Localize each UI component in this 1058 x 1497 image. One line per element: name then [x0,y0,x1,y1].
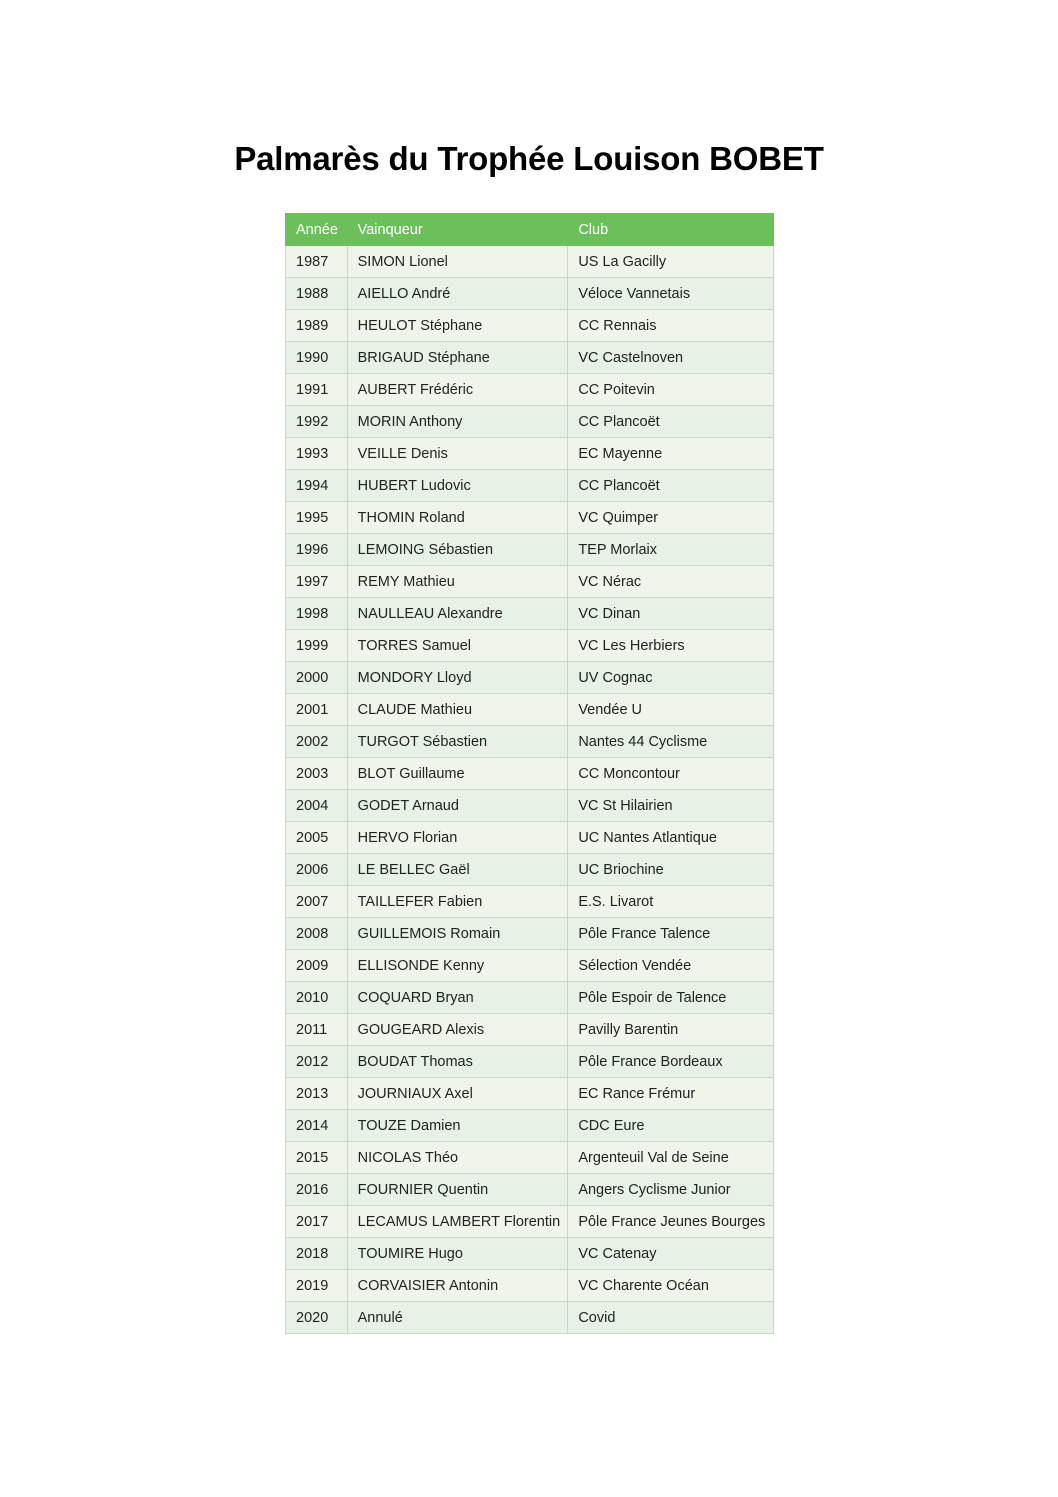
cell-year: 2001 [286,694,348,726]
cell-year: 2004 [286,790,348,822]
cell-year: 2005 [286,822,348,854]
cell-winner: SIMON Lionel [347,246,568,278]
cell-winner: COQUARD Bryan [347,982,568,1014]
table-header-row [286,214,774,246]
cell-winner: LECAMUS LAMBERT Florentin [347,1206,568,1238]
table-row [286,886,774,918]
cell-club: VC Nérac [568,566,774,598]
cell-club: VC Castelnoven [568,342,774,374]
cell-club: Covid [568,1302,774,1334]
cell-club: US La Gacilly [568,246,774,278]
cell-winner: MONDORY Lloyd [347,662,568,694]
cell-winner: LEMOING Sébastien [347,534,568,566]
cell-club: Pôle France Talence [568,918,774,950]
cell-winner: REMY Mathieu [347,566,568,598]
cell-winner: GODET Arnaud [347,790,568,822]
cell-year: 2012 [286,1046,348,1078]
table-row [286,310,774,342]
cell-club: VC Charente Océan [568,1270,774,1302]
cell-year: 2014 [286,1110,348,1142]
table-row [286,822,774,854]
cell-winner: TAILLEFER Fabien [347,886,568,918]
cell-club: VC Dinan [568,598,774,630]
table-row [286,1174,774,1206]
cell-club: UV Cognac [568,662,774,694]
cell-club: UC Nantes Atlantique [568,822,774,854]
table-row [286,1302,774,1334]
table-row [286,1046,774,1078]
table-row [286,502,774,534]
table-row [286,1270,774,1302]
cell-club: Pôle Espoir de Talence [568,982,774,1014]
table-row [286,342,774,374]
table-row [286,950,774,982]
cell-club: CC Plancoët [568,470,774,502]
cell-winner: AUBERT Frédéric [347,374,568,406]
palmares-table [285,213,774,1334]
column-header-club: Club [568,214,774,246]
table-row [286,534,774,566]
cell-club: TEP Morlaix [568,534,774,566]
cell-winner: VEILLE Denis [347,438,568,470]
cell-winner: BLOT Guillaume [347,758,568,790]
cell-year: 2016 [286,1174,348,1206]
table-row [286,630,774,662]
cell-winner: BRIGAUD Stéphane [347,342,568,374]
cell-winner: MORIN Anthony [347,406,568,438]
cell-club: Pavilly Barentin [568,1014,774,1046]
cell-winner: TOUMIRE Hugo [347,1238,568,1270]
table-row [286,470,774,502]
cell-winner: LE BELLEC Gaël [347,854,568,886]
cell-year: 2007 [286,886,348,918]
cell-club: CC Rennais [568,310,774,342]
cell-year: 2015 [286,1142,348,1174]
cell-winner: GOUGEARD Alexis [347,1014,568,1046]
cell-winner: NAULLEAU Alexandre [347,598,568,630]
table-row [286,406,774,438]
cell-club: Nantes 44 Cyclisme [568,726,774,758]
cell-year: 1990 [286,342,348,374]
cell-year: 1988 [286,278,348,310]
cell-year: 2018 [286,1238,348,1270]
table-row [286,1142,774,1174]
cell-winner: NICOLAS Théo [347,1142,568,1174]
page-title: Palmarès du Trophée Louison BOBET [234,140,824,177]
cell-winner: HERVO Florian [347,822,568,854]
cell-club: Pôle France Jeunes Bourges [568,1206,774,1238]
cell-club: EC Mayenne [568,438,774,470]
cell-year: 1992 [286,406,348,438]
cell-club: Argenteuil Val de Seine [568,1142,774,1174]
cell-winner: TOUZE Damien [347,1110,568,1142]
cell-year: 2003 [286,758,348,790]
cell-club: Vendée U [568,694,774,726]
table-row [286,1110,774,1142]
cell-club: EC Rance Frémur [568,1078,774,1110]
table-row [286,598,774,630]
column-header-year: Année [286,214,348,246]
cell-winner: CORVAISIER Antonin [347,1270,568,1302]
cell-winner: BOUDAT Thomas [347,1046,568,1078]
cell-winner: AIELLO André [347,278,568,310]
cell-year: 2000 [286,662,348,694]
cell-winner: HEULOT Stéphane [347,310,568,342]
cell-winner: ELLISONDE Kenny [347,950,568,982]
cell-club: Sélection Vendée [568,950,774,982]
table-body [286,246,774,1334]
table-row [286,566,774,598]
table-row [286,246,774,278]
table-row [286,278,774,310]
cell-year: 2008 [286,918,348,950]
table-row [286,662,774,694]
column-header-winner: Vainqueur [347,214,568,246]
table-row [286,726,774,758]
table-row [286,790,774,822]
cell-year: 2006 [286,854,348,886]
cell-year: 2002 [286,726,348,758]
cell-year: 2013 [286,1078,348,1110]
table-row [286,758,774,790]
cell-winner: CLAUDE Mathieu [347,694,568,726]
cell-club: Pôle France Bordeaux [568,1046,774,1078]
cell-year: 1991 [286,374,348,406]
cell-winner: TORRES Samuel [347,630,568,662]
cell-winner: FOURNIER Quentin [347,1174,568,1206]
cell-winner: THOMIN Roland [347,502,568,534]
table-row [286,982,774,1014]
cell-club: Angers Cyclisme Junior [568,1174,774,1206]
cell-club: E.S. Livarot [568,886,774,918]
cell-year: 1999 [286,630,348,662]
cell-club: CC Moncontour [568,758,774,790]
cell-year: 1996 [286,534,348,566]
table-row [286,694,774,726]
cell-club: Véloce Vannetais [568,278,774,310]
cell-year: 1987 [286,246,348,278]
cell-year: 1995 [286,502,348,534]
cell-year: 2019 [286,1270,348,1302]
cell-year: 2020 [286,1302,348,1334]
cell-club: VC St Hilairien [568,790,774,822]
cell-club: VC Catenay [568,1238,774,1270]
cell-club: VC Les Herbiers [568,630,774,662]
cell-year: 1994 [286,470,348,502]
cell-club: VC Quimper [568,502,774,534]
cell-year: 1989 [286,310,348,342]
table-row [286,1206,774,1238]
cell-club: CDC Eure [568,1110,774,1142]
cell-winner: GUILLEMOIS Romain [347,918,568,950]
cell-year: 1997 [286,566,348,598]
table-row [286,438,774,470]
cell-winner: Annulé [347,1302,568,1334]
table-row [286,1078,774,1110]
cell-year: 2009 [286,950,348,982]
cell-winner: HUBERT Ludovic [347,470,568,502]
cell-winner: JOURNIAUX Axel [347,1078,568,1110]
cell-club: CC Poitevin [568,374,774,406]
cell-year: 2011 [286,1014,348,1046]
table-row [286,1238,774,1270]
table-row [286,918,774,950]
cell-year: 2017 [286,1206,348,1238]
table-row [286,854,774,886]
cell-year: 1993 [286,438,348,470]
table-row [286,1014,774,1046]
table-row [286,374,774,406]
cell-year: 1998 [286,598,348,630]
cell-year: 2010 [286,982,348,1014]
cell-winner: TURGOT Sébastien [347,726,568,758]
cell-club: CC Plancoët [568,406,774,438]
cell-club: UC Briochine [568,854,774,886]
